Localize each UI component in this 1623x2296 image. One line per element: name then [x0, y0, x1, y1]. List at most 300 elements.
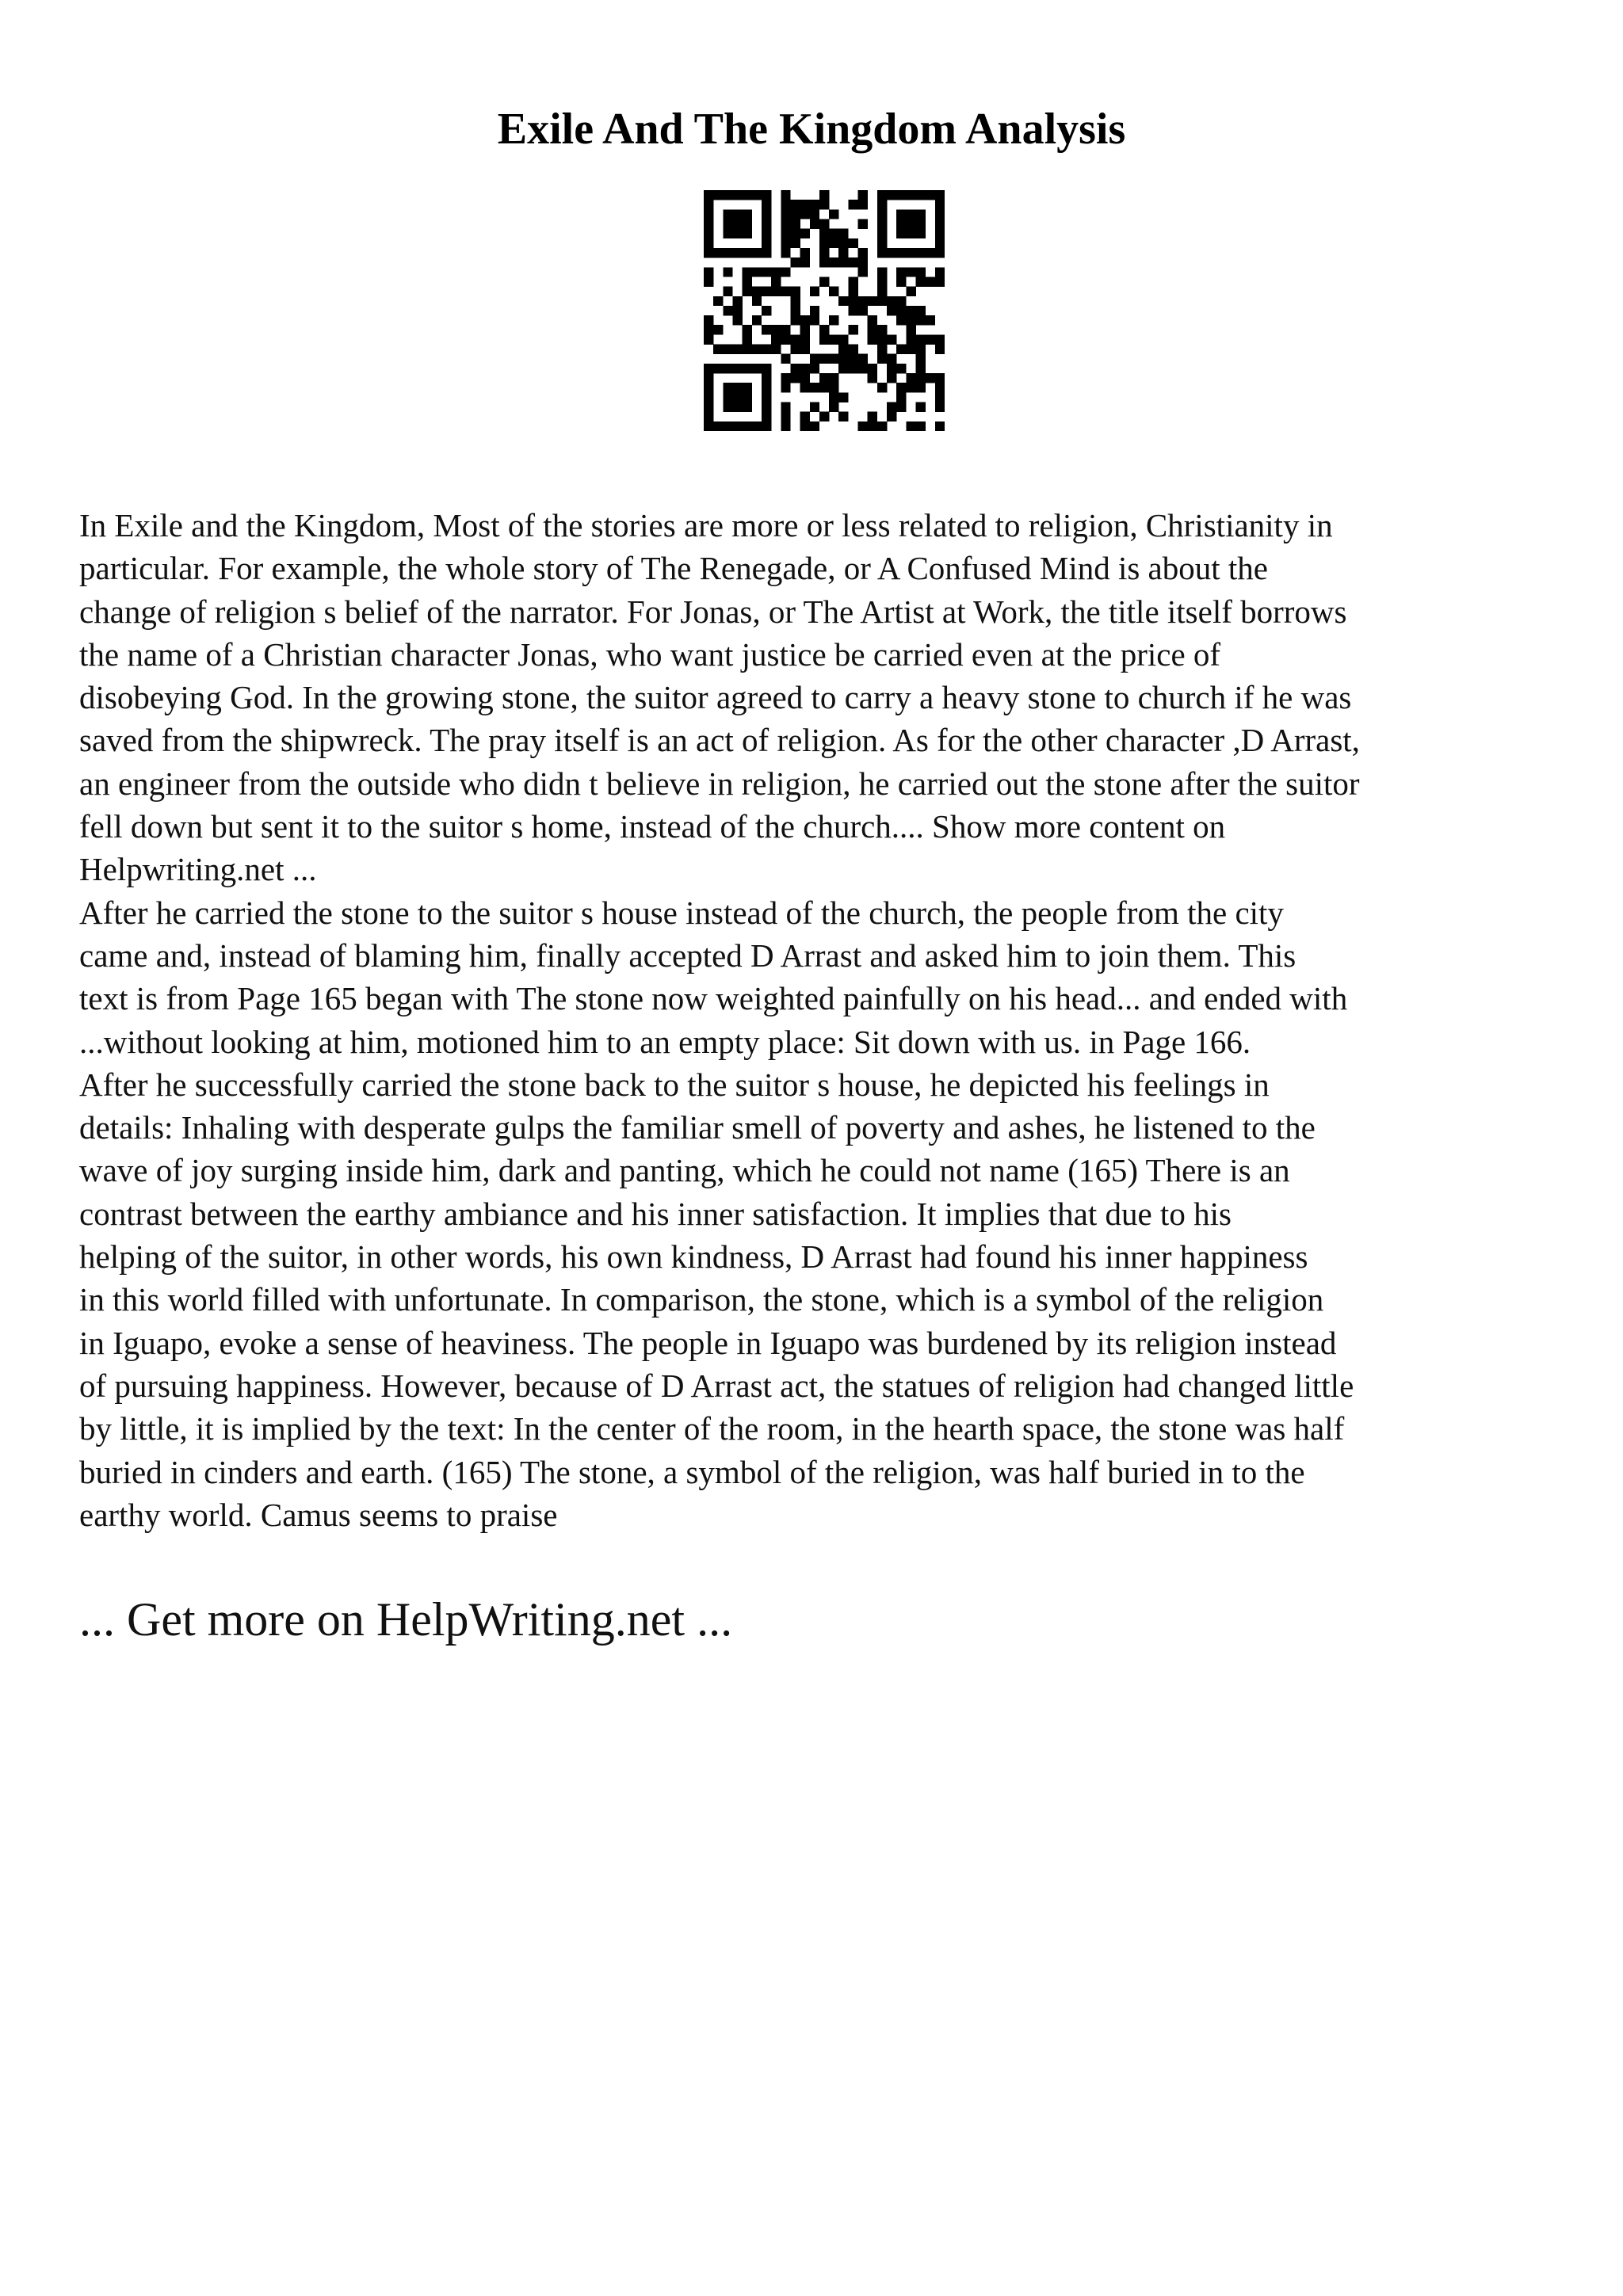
qr-module [781, 209, 790, 219]
qr-module [713, 325, 723, 334]
qr-module [819, 373, 829, 383]
qr-module [858, 248, 868, 257]
paragraph-intro: In Exile and the Kingdom, Most of the stories are more or less related to religion, Christianity in particular. For example, the whole story of The Renegade, or A Confused Mind is about the change of religion s belief of the narrator. For Jonas, or The Artist at Work, the title itself borrows the name of a Christian character Jonas, who want justice be carried even at the price of disobeying God. In the growing stone, the suitor agreed to carry a heavy stone to church if he was saved from the shipwreck. The pray itself is an act of religion. As for the other character ,D Arrast, an engineer from the outside who didn t believe in religion, he carried out the stone after the suitor fell down but sent it to the suitor s home, instead of the church.... Show more content on Helpwriting.net ... [79, 507, 1360, 888]
qr-module [838, 238, 848, 248]
qr-module [800, 364, 810, 373]
qr-module [935, 229, 945, 238]
qr-module [848, 306, 857, 315]
qr-module [829, 287, 838, 296]
qr-module [704, 190, 713, 200]
qr-module [781, 421, 790, 431]
qr-module [800, 334, 810, 344]
qr-module [829, 334, 838, 344]
qr-module [877, 345, 887, 354]
qr-module [858, 354, 868, 364]
qr-module [838, 334, 848, 344]
qr-module [916, 219, 926, 228]
qr-module [810, 354, 819, 364]
qr-module [926, 277, 935, 286]
qr-module [916, 229, 926, 238]
qr-module [732, 248, 742, 257]
qr-module [743, 277, 752, 286]
qr-module [704, 238, 713, 248]
qr-module [896, 296, 906, 306]
qr-module [838, 392, 848, 402]
qr-module [896, 315, 906, 325]
qr-module [732, 364, 742, 373]
page-title: Exile And The Kingdom Analysis [497, 105, 1126, 154]
qr-module [790, 238, 800, 248]
qr-module [810, 287, 819, 296]
qr-module [704, 200, 713, 209]
qr-module [819, 248, 829, 257]
qr-module [743, 287, 752, 296]
qr-module [743, 334, 752, 344]
qr-module [723, 364, 732, 373]
qr-module [752, 364, 762, 373]
qr-module [800, 345, 810, 354]
qr-module [723, 287, 732, 296]
qr-module [762, 287, 771, 296]
qr-module [752, 296, 762, 306]
qr-module [762, 402, 771, 412]
qr-module [790, 334, 800, 344]
qr-module [858, 306, 868, 315]
qr-module [771, 267, 781, 277]
qr-module [704, 277, 713, 286]
qr-module [916, 364, 926, 373]
qr-module [868, 296, 877, 306]
qr-module [723, 392, 732, 402]
qr-module [896, 267, 906, 277]
qr-module [713, 421, 723, 431]
qr-module [906, 229, 915, 238]
qr-module [762, 421, 771, 431]
qr-module [762, 383, 771, 392]
qr-module [896, 229, 906, 238]
qr-module [723, 190, 732, 200]
qr-module [752, 421, 762, 431]
qr-module [896, 383, 906, 392]
qr-module [732, 209, 742, 219]
qr-module [743, 248, 752, 257]
qr-module [800, 248, 810, 257]
qr-module [819, 238, 829, 248]
qr-module [906, 248, 915, 257]
qr-module [790, 306, 800, 315]
qr-module [819, 229, 829, 238]
qr-module [743, 267, 752, 277]
qr-module [916, 383, 926, 392]
qr-module [868, 364, 877, 373]
qr-module [704, 392, 713, 402]
qr-module [819, 354, 829, 364]
qr-module [877, 209, 887, 219]
qr-module [868, 421, 877, 431]
qr-module [935, 248, 945, 257]
qr-module [704, 219, 713, 228]
qr-module [810, 383, 819, 392]
qr-module [829, 315, 838, 325]
qr-module [877, 219, 887, 228]
qr-module [743, 190, 752, 200]
qr-module [810, 364, 819, 373]
qr-module [916, 402, 926, 412]
qr-module [877, 287, 887, 296]
qr-module [848, 345, 857, 354]
qr-module [781, 325, 790, 334]
qr-module [713, 190, 723, 200]
qr-module [838, 257, 848, 267]
qr-module [848, 354, 857, 364]
qr-module [829, 238, 838, 248]
qr-module [723, 383, 732, 392]
qr-module [896, 219, 906, 228]
qr-module [732, 229, 742, 238]
qr-module [887, 373, 896, 383]
qr-module [906, 267, 915, 277]
qr-module [790, 364, 800, 373]
qr-module [743, 421, 752, 431]
qr-module [819, 257, 829, 267]
qr-module [790, 209, 800, 219]
qr-module [926, 315, 935, 325]
qr-module [877, 383, 887, 392]
qr-module [887, 334, 896, 344]
qr-module [935, 421, 945, 431]
qr-module [762, 267, 771, 277]
qr-module [935, 383, 945, 392]
qr-module [810, 200, 819, 209]
qr-module [790, 200, 800, 209]
qr-module [906, 383, 915, 392]
qr-module [713, 248, 723, 257]
qr-module [781, 190, 790, 200]
qr-module [762, 209, 771, 219]
qr-module [935, 238, 945, 248]
qr-module [838, 354, 848, 364]
qr-module [906, 219, 915, 228]
qr-module [916, 267, 926, 277]
qr-module [743, 402, 752, 412]
qr-module [926, 334, 935, 344]
qr-module [819, 334, 829, 344]
qr-module [906, 373, 915, 383]
qr-module [887, 354, 896, 364]
qr-module [896, 190, 906, 200]
qr-module [771, 325, 781, 334]
qr-module [743, 364, 752, 373]
qr-module [723, 229, 732, 238]
qr-module [723, 345, 732, 354]
qr-module [896, 248, 906, 257]
qr-module [819, 325, 829, 334]
qr-module [743, 383, 752, 392]
qr-module [713, 296, 723, 306]
qr-module [848, 200, 857, 209]
qr-code-graphic [704, 190, 945, 431]
qr-module [838, 296, 848, 306]
qr-module [858, 296, 868, 306]
qr-module [800, 200, 810, 209]
qr-module [704, 373, 713, 383]
qr-module [713, 345, 723, 354]
article-body [79, 504, 1553, 1536]
qr-module [896, 364, 906, 373]
qr-module [781, 229, 790, 238]
qr-module [829, 229, 838, 238]
qr-module [732, 402, 742, 412]
qr-module [838, 345, 848, 354]
qr-module [858, 257, 868, 267]
qr-module [868, 373, 877, 383]
qr-module [790, 229, 800, 238]
qr-code-icon [704, 190, 945, 431]
qr-module [896, 209, 906, 219]
qr-module [819, 219, 829, 228]
qr-module [819, 200, 829, 209]
qr-module [906, 287, 915, 296]
qr-module [829, 373, 838, 383]
qr-module [848, 296, 857, 306]
qr-module [752, 190, 762, 200]
qr-module [800, 383, 810, 392]
qr-module [838, 229, 848, 238]
qr-module [819, 383, 829, 392]
qr-module [916, 209, 926, 219]
qr-module [752, 287, 762, 296]
qr-module [848, 277, 857, 286]
qr-module [896, 402, 906, 412]
qr-module [906, 334, 915, 344]
qr-module [916, 421, 926, 431]
qr-module [819, 277, 829, 286]
qr-module [704, 421, 713, 431]
qr-module [771, 287, 781, 296]
qr-module [790, 219, 800, 228]
qr-module [800, 229, 810, 238]
qr-module [838, 412, 848, 421]
qr-module [887, 306, 896, 315]
qr-module [810, 315, 819, 325]
qr-module [723, 402, 732, 412]
qr-module [935, 392, 945, 402]
qr-module [916, 315, 926, 325]
qr-module [781, 200, 790, 209]
qr-module [877, 277, 887, 286]
qr-module [771, 345, 781, 354]
qr-module [896, 392, 906, 402]
qr-module [916, 306, 926, 315]
qr-module [926, 190, 935, 200]
qr-module [762, 238, 771, 248]
qr-module [810, 306, 819, 315]
qr-module [838, 364, 848, 373]
qr-module [762, 229, 771, 238]
qr-module [887, 364, 896, 373]
qr-module [810, 402, 819, 412]
qr-module [877, 248, 887, 257]
qr-module [704, 229, 713, 238]
qr-module [704, 248, 713, 257]
qr-module [916, 354, 926, 364]
qr-module [790, 287, 800, 296]
qr-module [906, 345, 915, 354]
qr-module [819, 412, 829, 421]
qr-module [810, 209, 819, 219]
qr-module [819, 190, 829, 200]
qr-module [723, 219, 732, 228]
qr-module [781, 287, 790, 296]
qr-module [848, 325, 857, 334]
qr-module [906, 421, 915, 431]
qr-module [887, 402, 896, 412]
qr-module [771, 334, 781, 344]
qr-module [848, 238, 857, 248]
qr-module [800, 421, 810, 431]
qr-module [877, 200, 887, 209]
qr-module [896, 345, 906, 354]
qr-module [790, 257, 800, 267]
qr-module [732, 345, 742, 354]
qr-module [723, 248, 732, 257]
qr-module [781, 219, 790, 228]
qr-module [781, 373, 790, 383]
qr-module [790, 315, 800, 325]
qr-module [800, 257, 810, 267]
qr-module [848, 257, 857, 267]
qr-module [926, 373, 935, 383]
qr-module [877, 354, 887, 364]
qr-module [781, 354, 790, 364]
qr-module [790, 373, 800, 383]
qr-module [858, 364, 868, 373]
qr-module [810, 421, 819, 431]
qr-module [877, 267, 887, 277]
qr-module [858, 190, 868, 200]
qr-module [704, 334, 713, 344]
qr-module [935, 190, 945, 200]
qr-module [752, 267, 762, 277]
qr-module [781, 334, 790, 344]
qr-module [762, 373, 771, 383]
qr-module [858, 219, 868, 228]
qr-module [800, 325, 810, 334]
qr-module [800, 209, 810, 219]
qr-module [838, 248, 848, 257]
qr-module [732, 296, 742, 306]
qr-module [868, 334, 877, 344]
qr-module [935, 277, 945, 286]
qr-module [935, 219, 945, 228]
qr-module [781, 267, 790, 277]
qr-module [704, 402, 713, 412]
qr-module [916, 373, 926, 383]
qr-module [829, 383, 838, 392]
qr-module [877, 238, 887, 248]
paragraph-analysis: After he successfully carried the stone back to the suitor s house, he depicted his feelings in details: Inhaling with desperate gulps the familiar smell of poverty and ashes, he listened to the wave of joy surging inside him, dark and panting, which he could not name (165) There is an contrast between the earthy ambiance and his inner satisfaction. It implies that due to his helping of the suitor, in other words, his own kindness, D Arrast had found his inner happiness in this world filled with unfortunate. In comparison, the stone, which is a symbol of the religion in Iguapo, evoke a sense of heaviness. The people in Iguapo was burdened by its religion instead of pursuing happiness. However, because of D Arrast act, the statues of religion had changed little by little, it is implied by the text: In the center of the room, in the hearth space, the stone was half buried in cinders and earth. (165) The stone, a symbol of the religion, was half buried in to the earthy world. Camus seems to praise [79, 1066, 1354, 1533]
qr-module [916, 334, 926, 344]
qr-module [762, 306, 771, 315]
qr-module [762, 248, 771, 257]
qr-module [762, 190, 771, 200]
qr-module [868, 325, 877, 334]
get-more-link[interactable]: ... Get more on HelpWriting.net ... [79, 1593, 733, 1646]
qr-module [771, 277, 781, 286]
qr-module [762, 219, 771, 228]
qr-module [752, 315, 762, 325]
qr-module [732, 392, 742, 402]
qr-module [916, 190, 926, 200]
qr-module [877, 325, 887, 334]
qr-module [935, 402, 945, 412]
qr-module [762, 345, 771, 354]
qr-module [790, 345, 800, 354]
qr-module [704, 383, 713, 392]
qr-module [877, 296, 887, 306]
qr-module [935, 334, 945, 344]
qr-module [800, 315, 810, 325]
qr-module [906, 209, 915, 219]
qr-module [743, 325, 752, 334]
qr-module [935, 345, 945, 354]
qr-module [935, 267, 945, 277]
qr-module [877, 421, 887, 431]
qr-module [896, 306, 906, 315]
qr-module [704, 412, 713, 421]
qr-module [887, 412, 896, 421]
qr-module [790, 296, 800, 306]
qr-module [906, 190, 915, 200]
qr-module [704, 267, 713, 277]
qr-module [935, 209, 945, 219]
qr-module [752, 345, 762, 354]
qr-module [704, 209, 713, 219]
qr-module [800, 373, 810, 383]
qr-module [800, 412, 810, 421]
qr-module [762, 325, 771, 334]
qr-module [732, 306, 742, 315]
qr-module [752, 248, 762, 257]
qr-module [829, 209, 838, 219]
qr-module [723, 306, 732, 315]
qr-module [781, 248, 790, 257]
qr-module [877, 190, 887, 200]
qr-module [916, 248, 926, 257]
qr-module [704, 325, 713, 334]
qr-module [887, 190, 896, 200]
qr-module [781, 238, 790, 248]
qr-module [781, 402, 790, 412]
qr-module [848, 364, 857, 373]
qr-module [877, 229, 887, 238]
qr-module [926, 248, 935, 257]
qr-module [916, 277, 926, 286]
qr-module [848, 287, 857, 296]
qr-module [743, 209, 752, 219]
qr-module [743, 229, 752, 238]
qr-module [810, 219, 819, 228]
qr-module [877, 334, 887, 344]
qr-module [887, 248, 896, 257]
qr-module [732, 190, 742, 200]
paragraph-page-reference: After he carried the stone to the suitor s house instead of the church, the people from the city came and, instead of blaming him, finally accepted D Arrast and asked him to join them. This text is from Page 165 began with The stone now weighted painfully on his head... and ended with ...without looking at him, motioned him to an empty place: Sit down with us. in Page 166. [79, 894, 1348, 1060]
qr-module [829, 257, 838, 267]
qr-module [906, 315, 915, 325]
qr-module [829, 392, 838, 402]
qr-module [858, 267, 868, 277]
qr-module [935, 373, 945, 383]
